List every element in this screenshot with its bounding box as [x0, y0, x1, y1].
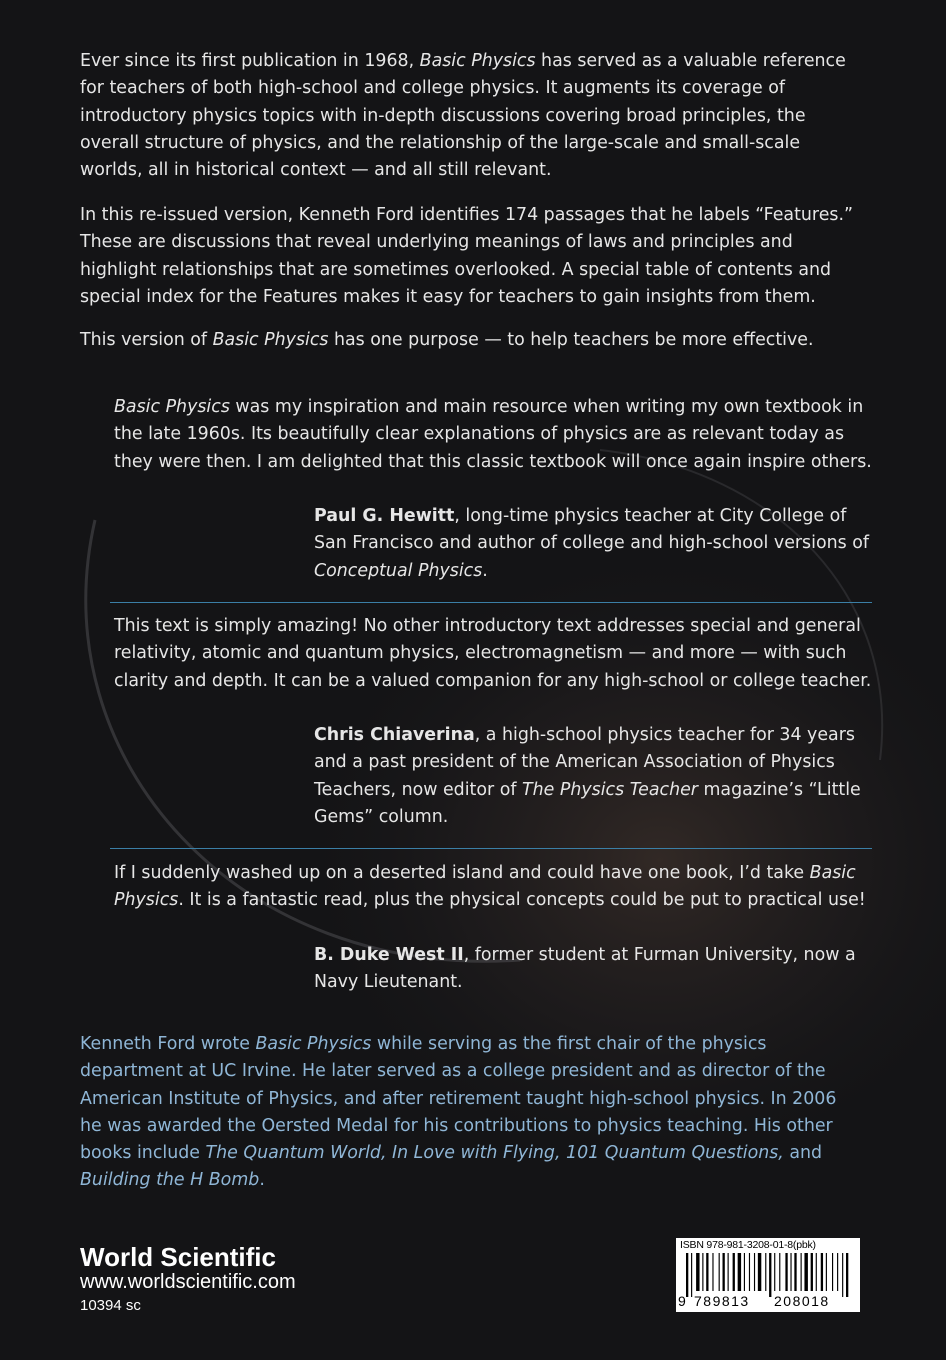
publisher-url[interactable]: www.worldscientific.com	[80, 1271, 296, 1293]
attribution-west: B. Duke West II, former student at Furman University, now a Navy Lieutenant.	[314, 945, 856, 993]
barcode-digits-left: 789813	[694, 1293, 750, 1309]
barcode-digit-first: 9	[678, 1293, 686, 1309]
barcode-bar	[794, 1253, 796, 1291]
barcode-bar	[758, 1253, 761, 1291]
barcode-bar	[779, 1253, 780, 1291]
divider-1	[110, 602, 872, 603]
barcode-digits-right: 208018	[774, 1293, 830, 1309]
isbn-text: ISBN 978-981-3208-01-8(pbk)	[680, 1239, 816, 1251]
barcode-bar	[832, 1253, 833, 1291]
barcode-bar	[790, 1253, 791, 1291]
publisher-code: 10394 sc	[80, 1297, 141, 1314]
intro-paragraph-1: Ever since its first publication in 1968, Basic Physics has served as a valuable reference for teachers of both high-school and college physics. It augments its coverage of introductory physics topics with in-depth discussions covering broad principles, the overall structure of physics, and the relationship of the large-scale and small-scale worlds, all in historical context — and all still relevant.	[80, 51, 846, 181]
quote-west: If I suddenly washed up on a deserted island and could have one book, I’d take Basic Physics. It is a fantastic read, plus the physical concepts could be put to practical use!	[114, 863, 866, 911]
barcode-bar	[816, 1253, 817, 1291]
author-bio: Kenneth Ford wrote Basic Physics while serving as the first chair of the physics department at UC Irvine. He later served as a college president and as director of the American Institute of Physics, and after retirement taught high-school physics. In 2006 he was awarded the Oersted Medal for his contributions to physics teaching. His other books include The Quantum World, In Love with Flying, 101 Quantum Questions, and Building the H Bomb.	[80, 1034, 837, 1191]
barcode-bar	[837, 1253, 838, 1291]
quote-hewitt: Basic Physics was my inspiration and main resource when writing my own textbook in the late 1960s. Its beautifully clear explanations of physics are as relevant today as they were then. I am delighted that this classic textbook will once again inspire others.	[114, 397, 872, 472]
attribution-chiaverina: Chris Chiaverina, a high-school physics teacher for 34 years and a past president of the American Association of Physics Teachers, now editor of The Physics Teacher magazine’s “Little Gems” column.	[314, 725, 861, 827]
barcode-bar	[744, 1253, 745, 1291]
barcode-bar	[769, 1253, 771, 1297]
barcode-bar	[821, 1253, 823, 1291]
barcode-bar	[765, 1253, 766, 1291]
barcode-bar	[846, 1253, 848, 1297]
quote-chiaverina: This text is simply amazing! No other introductory text addresses special and general relativity, atomic and quantum physics, electromagnetism — and more — with such clarity and depth. It can be a valued companion for any high-school or college teacher.	[114, 616, 872, 691]
barcode-bar	[723, 1253, 725, 1291]
barcode-bar	[785, 1253, 787, 1291]
publisher-name: World Scientific	[80, 1242, 276, 1272]
barcode-bar	[706, 1253, 708, 1291]
barcode-bar	[738, 1253, 741, 1291]
barcode-bar	[702, 1253, 703, 1291]
intro-paragraph-3: This version of Basic Physics has one purpose — to help teachers be more effective.	[80, 330, 814, 350]
barcode-bar	[749, 1253, 750, 1291]
barcode-bar	[728, 1253, 729, 1291]
barcode-bar	[774, 1253, 775, 1291]
barcode-bar	[712, 1253, 713, 1291]
barcode-bar	[719, 1253, 720, 1291]
barcode-bar	[686, 1253, 688, 1297]
divider-2	[110, 848, 872, 849]
barcode-bar	[691, 1253, 692, 1297]
attribution-hewitt: Paul G. Hewitt, long-time physics teacher at City College of San Francisco and author of college and high-school versions of Conceptual Physics.	[314, 506, 869, 581]
barcode-bar	[801, 1253, 802, 1291]
barcode-bar	[733, 1253, 735, 1291]
barcode-bar	[804, 1253, 807, 1291]
barcode-bar	[826, 1253, 827, 1291]
barcode-bar	[842, 1253, 843, 1297]
barcode-bar	[754, 1253, 755, 1291]
barcode-bar	[696, 1253, 699, 1291]
barcode	[676, 1238, 860, 1312]
intro-paragraph-2: In this re-issued version, Kenneth Ford identifies 174 passages that he labels “Features.” These are discussions that reveal underlying meanings of laws and principles and highlight relationships that are sometimes overlooked. A special table of contents and special index for the Features makes it easy for teachers to gain insights from them.	[80, 205, 853, 307]
barcode-bar	[811, 1253, 813, 1291]
barcode-bars	[686, 1253, 852, 1297]
